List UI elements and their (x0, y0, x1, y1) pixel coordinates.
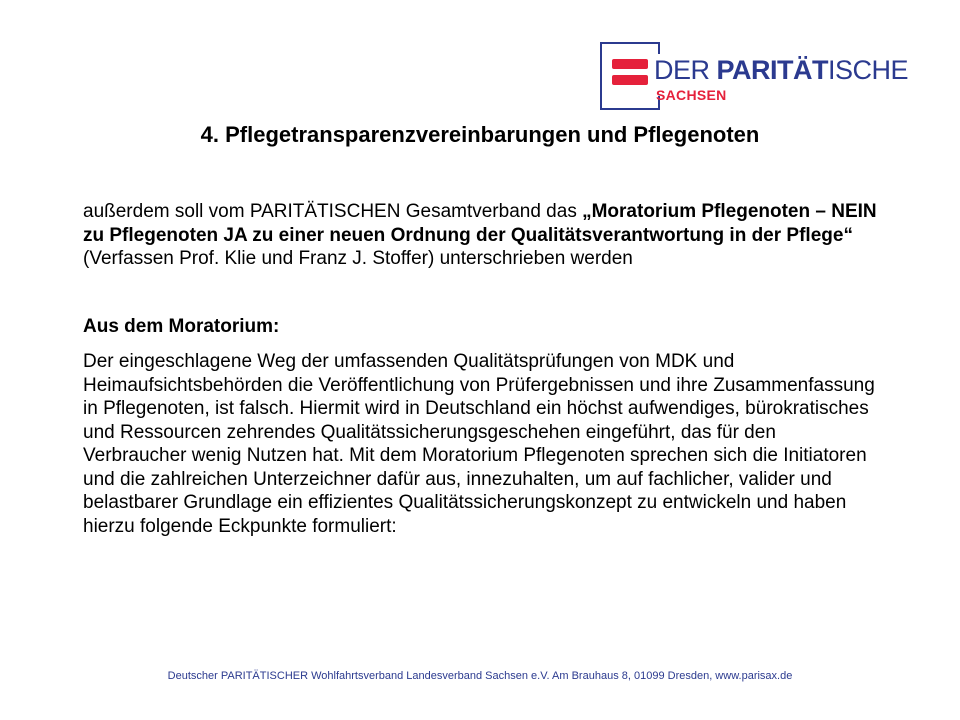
logo-red-bar-bottom (612, 75, 648, 85)
intro-text: außerdem soll vom PARITÄTISCHEN Gesamtverband das (83, 201, 583, 222)
logo-name-part2: PARITÄT (716, 55, 829, 85)
slide-content (83, 200, 883, 538)
moratorium-title: „Moratorium Pflegenoten – NEIN zu Pflegenoten JA zu einer neuen Ordnung der Qualitätsverantwortung in der Pflege“ (83, 201, 877, 246)
logo-red-bar-top (612, 59, 648, 69)
footer-address: Deutscher PARITÄTISCHER Wohlfahrtsverband Landesverband Sachsen e.V. Am Brauhaus 8, 01099 Dresden, www.parisax.de (167, 670, 793, 682)
logo-frame-edge-top (658, 42, 660, 54)
logo-name (654, 55, 908, 86)
logo-subtitle: SACHSEN (656, 87, 727, 103)
logo-name-part1: DER (654, 55, 717, 85)
organization-logo (600, 42, 920, 108)
section-heading: Aus dem Moratorium: (83, 315, 280, 337)
logo-name-part3: ISCHE (828, 55, 909, 85)
intro-paragraph (83, 200, 883, 271)
intro-rest: (Verfassen Prof. Klie und Franz J. Stoffer) unterschrieben werden (83, 248, 633, 269)
moratorium-quote-paragraph: Der eingeschlagene Weg der umfassenden Qualitätsprüfungen von MDK und Heimaufsichtsbehörden die Veröffentlichung von Prüfergebnissen und ihre Zusammenfassung in Pflegenoten, ist falsch. Hiermit wird in Deutschland ein höchst aufwendiges, bürokratisches und Ressourcen zehrendes Qualitätssicherungsgeschehen eingeführt, das für den Verbraucher wenig Nutzen hat. Mit dem Moratorium Pflegenoten sprechen sich die Initiatoren und die zahlreichen Unterzeichner dafür aus, innezuhalten, um auf fachlicher, valider und belastbarer Grundlage ein effizientes Qualitätssicherungskonzept zu entwickeln und haben hierzu folgende Eckpunkte formuliert: (83, 351, 875, 537)
slide-title: 4. Pflegetransparenzvereinbarungen und Pflegenoten (200, 122, 760, 147)
